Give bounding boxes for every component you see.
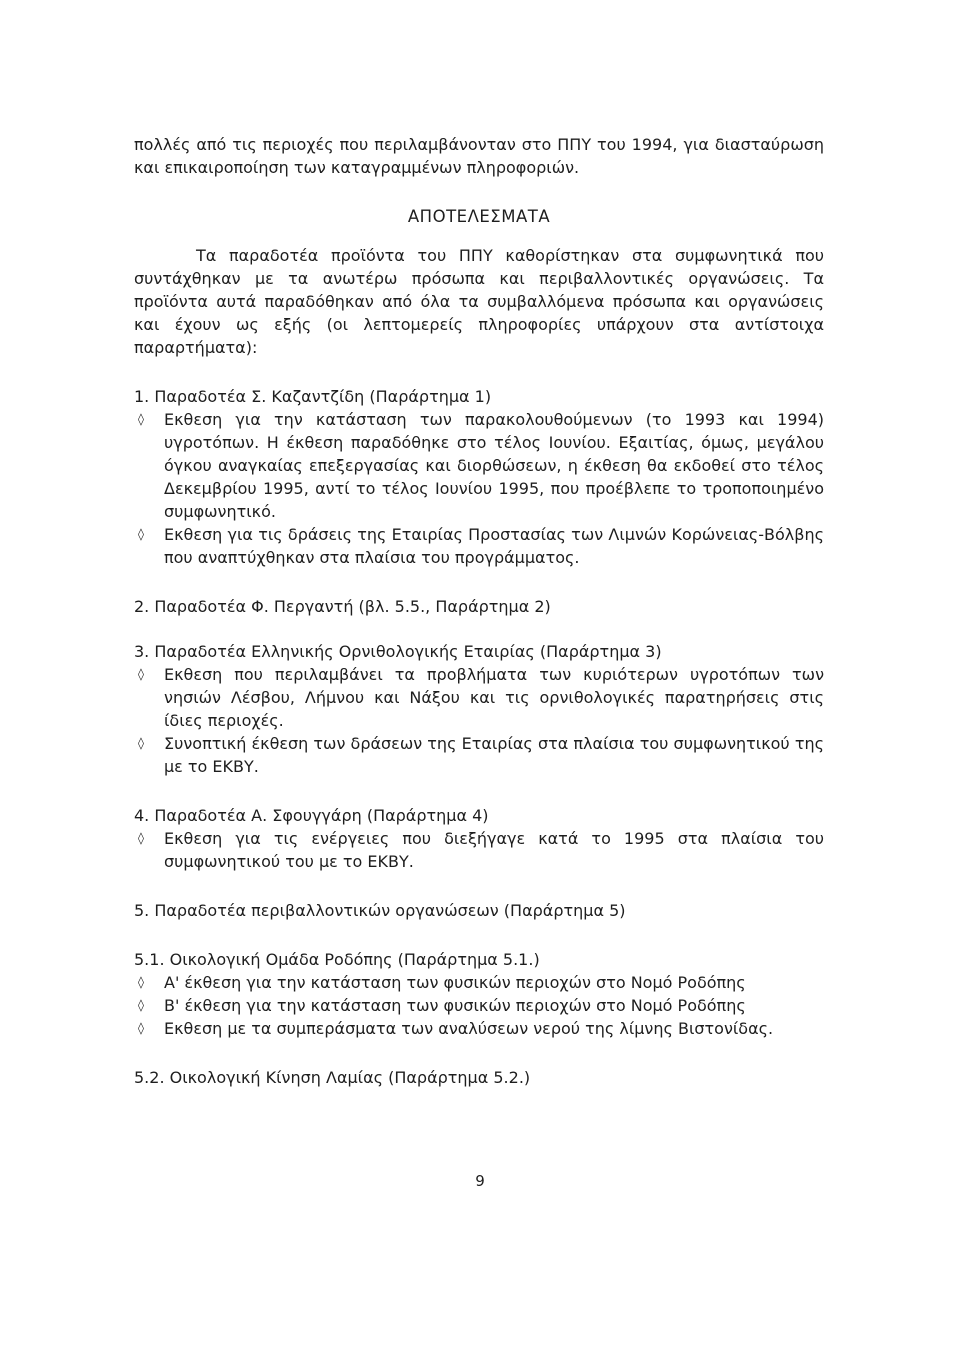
page-number: 9 (475, 1172, 485, 1190)
diamond-bullet-icon: ◊ (138, 831, 144, 845)
list-item: ◊ Εκθεση για την κατάσταση των παρακολουθούμενων (το 1993 και 1994) υγροτόπων. Η έκθεση παραδόθηκε στο τέλος Ιουνίου. Εξαιτίας, όμως, μεγάλου όγκου αναγκαίας επεξεργασίας και διορθώσεων, η έκθεση θα εκδοθεί στο τέλος Δεκεμβρίου 1995, αντί το τέλος Ιουνίου 1995, που προέβλεπε το τροποποιημένο συμφωνητικό. (138, 410, 824, 521)
section-heading: ΑΠΟΤΕΛΕΣΜΑΤΑ (407, 207, 551, 226)
list-item: ◊ Α' έκθεση για την κατάσταση των φυσικών περιοχών στο Νομό Ροδόπης (138, 973, 746, 992)
deliverable-title-5-2: 5.2. Οικολογική Κίνηση Λαμίας (Παράρτημα 5.2.) (134, 1068, 531, 1087)
list-item: ◊ Εκθεση με τα συμπεράσματα των αναλύσεων νερού της λίμνης Βιστονίδας. (138, 1019, 774, 1038)
results-paragraph: Τα παραδοτέα προϊόντα του ΠΠΥ καθορίστηκαν στα συμφωνητικά που συντάχθηκαν με τα ανωτέρω πρόσωπα και περιβαλλοντικές οργανώσεις. Τα προϊόντα αυτά παραδόθηκαν από όλα τα συμβαλλόμενα πρόσωπα και οργανώσεις και έχουν ως εξής (οι λεπτομερείς πληροφορίες υπάρχουν στα αντίστοιχα παραρτήματα): (134, 246, 824, 357)
deliverable-title-3: 3. Παραδοτέα Ελληνικής Ορνιθολογικής Εταιρίας (Παράρτημα 3) (134, 642, 662, 661)
list-item: ◊ Συνοπτική έκθεση των δράσεων της Εταιρίας στα πλαίσια του συμφωνητικού της με το ΕΚΒΥ. (138, 734, 824, 776)
diamond-bullet-icon: ◊ (138, 1021, 144, 1035)
page-content (134, 133, 824, 1089)
list-item: ◊ Εκθεση για τις ενέργειες που διεξήγαγε κατά το 1995 στα πλαίσια του συμφωνητικού του με το ΕΚΒΥ. (138, 829, 824, 871)
diamond-bullet-icon: ◊ (138, 667, 144, 681)
deliverable-title-2: 2. Παραδοτέα Φ. Περγαντή (βλ. 5.5., Παράρτημα 2) (134, 597, 551, 616)
list-item: ◊ Εκθεση που περιλαμβάνει τα προβλήματα των κυριότερων υγροτόπων των νησιών Λέσβου, Λήμνου και Νάξου και τις ορνιθολογικές παρατηρήσεις στις ίδιες περιοχές. (138, 665, 824, 730)
list-item: ◊ Β' έκθεση για την κατάσταση των φυσικών περιοχών στο Νομό Ροδόπης (138, 996, 746, 1015)
deliverable-title-4: 4. Παραδοτέα Α. Σφουγγάρη (Παράρτημα 4) (134, 806, 489, 825)
deliverable-title-5: 5. Παραδοτέα περιβαλλοντικών οργανώσεων (Παράρτημα 5) (134, 901, 626, 920)
diamond-bullet-icon: ◊ (138, 412, 144, 426)
diamond-bullet-icon: ◊ (138, 736, 144, 750)
deliverable-title-5-1: 5.1. Οικολογική Ομάδα Ροδόπης (Παράρτημα 5.1.) (134, 950, 540, 969)
intro-paragraph: πολλές από τις περιοχές που περιλαμβάνονταν στο ΠΠΥ του 1994, για διασταύρωση και επικαιροποίηση των καταγραμμένων πληροφοριών. (134, 135, 824, 177)
list-item: ◊ Εκθεση για τις δράσεις της Εταιρίας Προστασίας των Λιμνών Κορώνειας-Βόλβης που αναπτύχθηκαν στα πλαίσια του προγράμματος. (138, 525, 824, 567)
diamond-bullet-icon: ◊ (138, 527, 144, 541)
deliverable-title-1: 1. Παραδοτέα Σ. Καζαντζίδη (Παράρτημα 1) (134, 387, 492, 406)
diamond-bullet-icon: ◊ (138, 975, 144, 989)
diamond-bullet-icon: ◊ (138, 998, 144, 1012)
